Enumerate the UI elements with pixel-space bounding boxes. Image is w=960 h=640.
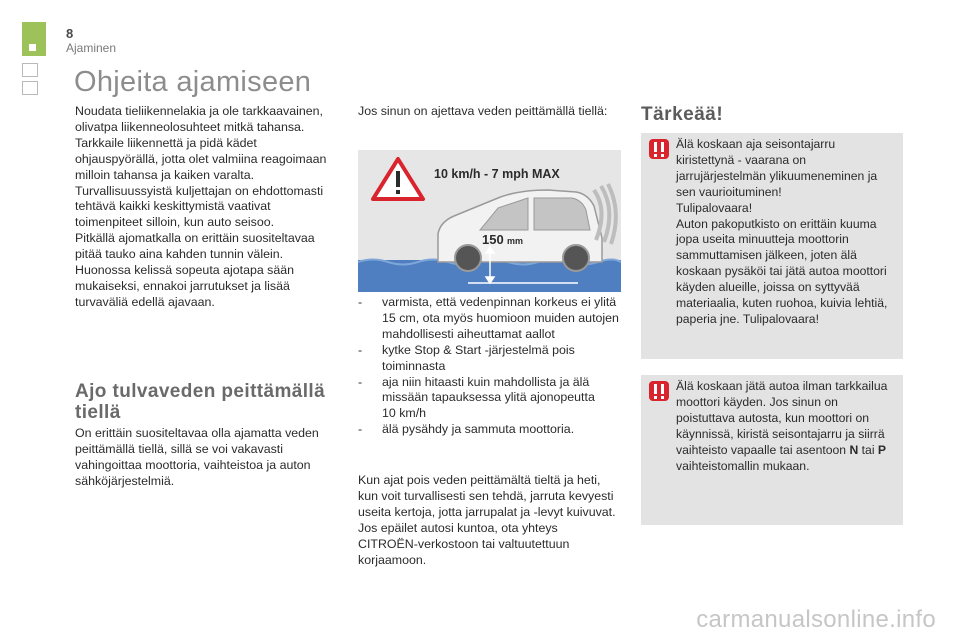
flood-lead-text: Jos sinun on ajettava veden peittämällä tiellä: (358, 104, 608, 118)
gear-p-label: P (877, 442, 887, 457)
list-item: - aja niin hitaasti kuin mahdollista ja älä missään tapauksessa ylitä ajonopeutta 10 km/h (358, 374, 595, 421)
speed-label: 10 km/h - 7 mph MAX (434, 167, 560, 181)
chapter-marker-dot (29, 44, 36, 51)
watermark: carmanualsonline.info (696, 606, 936, 633)
chapter-marker (22, 22, 46, 56)
chapter-marker-empty (22, 81, 38, 95)
list-item: - varmista, että vedenpinnan korkeus ei ylitä 15 cm, ota myös huomioon muiden autojen mahdollisesti aiheuttamat aallot (358, 295, 619, 341)
gear-n-label: N (849, 442, 859, 457)
warning-text-parking-brake: Älä koskaan aja seisontajarru kiristettynä - vaarana on jarrujärjestelmän ylikuumeneminen ja sen vaurioituminen! Tulipalovaara! Auton pakoputkisto on erittäin kuuma jopa useita minuutteja moottorin sammuttamisen jälkeen, joten älä koskaan pysäköi tai jätä autoa moottori käyden alueille, joissa on syttyvää materiaalia, kuten ruohoa, kuivia lehtiä, paperia jne. Tulipalovaara! (676, 137, 888, 326)
chapter-marker-empty (22, 63, 38, 77)
list-item: - kytke Stop & Start -järjestelmä pois toiminnasta (358, 342, 575, 373)
warning-box-engine-running (641, 375, 903, 525)
flood-heading: Ajo tulvaveden peittämällä tiellä (75, 381, 326, 423)
warning-text-engine-running: Älä koskaan jätä autoa ilman tarkkailua moottori käyden. Jos sinun on poistuttava autosta, kun moottori on käynnissä, kiristä seisontajarru ja siirrä vaihteisto vapaalle tai asentoon N tai P vaihteistomallin mukaan. (676, 379, 888, 473)
flood-text: On erittäin suositeltavaa olla ajamatta veden peittämällä tiellä, sillä se voi vakavasti vahingoittaa moottoria, vaihteistoa ja auton sähköjärjestelmiä. (75, 426, 319, 488)
intro-text: Noudata tieliikennelakia ja ole tarkkaavainen, olivatpa liikenneolosuhteet mitkä tahansa. Tarkkaile liikennettä ja pidä kädet ohjauspyörällä, jotta olet valmiina reagoimaan milloin tahansa ja kaiken varalta. Turvallisuussyistä kuljettajan on ehdottomasti tehtävä kaikki keskittymistä vaativat toimenpiteet silloin, kun auto seisoo. Pitkällä ajomatkalla on erittäin suositeltavaa pitää tauko aina kahden tunnin välein. Huonossa kelissä sopeuta ajotapa sään mukaiseksi, ennakoi jarrutukset ja lisää turvaväliä edellä ajavaan. (75, 104, 327, 309)
flood-illustration (358, 150, 621, 292)
page-title: Ohjeita ajamiseen (74, 66, 312, 98)
after-flood-text: Kun ajat pois veden peittämältä tieltä ja heti, kun voit turvallisesti sen tehdä, jarruta kevyesti useita kertoja, jotta jarrupalat ja -levyt kuivuvat. Jos epäilet autosi kuntoa, ota yhteys CITROËN-verkostoon tai valtuutettuun korjaamoon. (358, 473, 616, 567)
page-number: 8 (66, 26, 74, 41)
warning-exclamation-icon (649, 381, 669, 401)
flood-illustration-svg (358, 150, 621, 292)
depth-value: 150 (482, 232, 504, 247)
section-label: Ajaminen (66, 41, 117, 55)
flood-instructions-list (358, 295, 628, 438)
warning-exclamation-icon (649, 139, 669, 159)
warning-box-parking-brake (641, 133, 903, 359)
depth-unit: mm (507, 236, 524, 246)
important-title: Tärkeää! (641, 104, 724, 125)
list-item: - älä pysähdy ja sammuta moottoria. (358, 422, 575, 437)
